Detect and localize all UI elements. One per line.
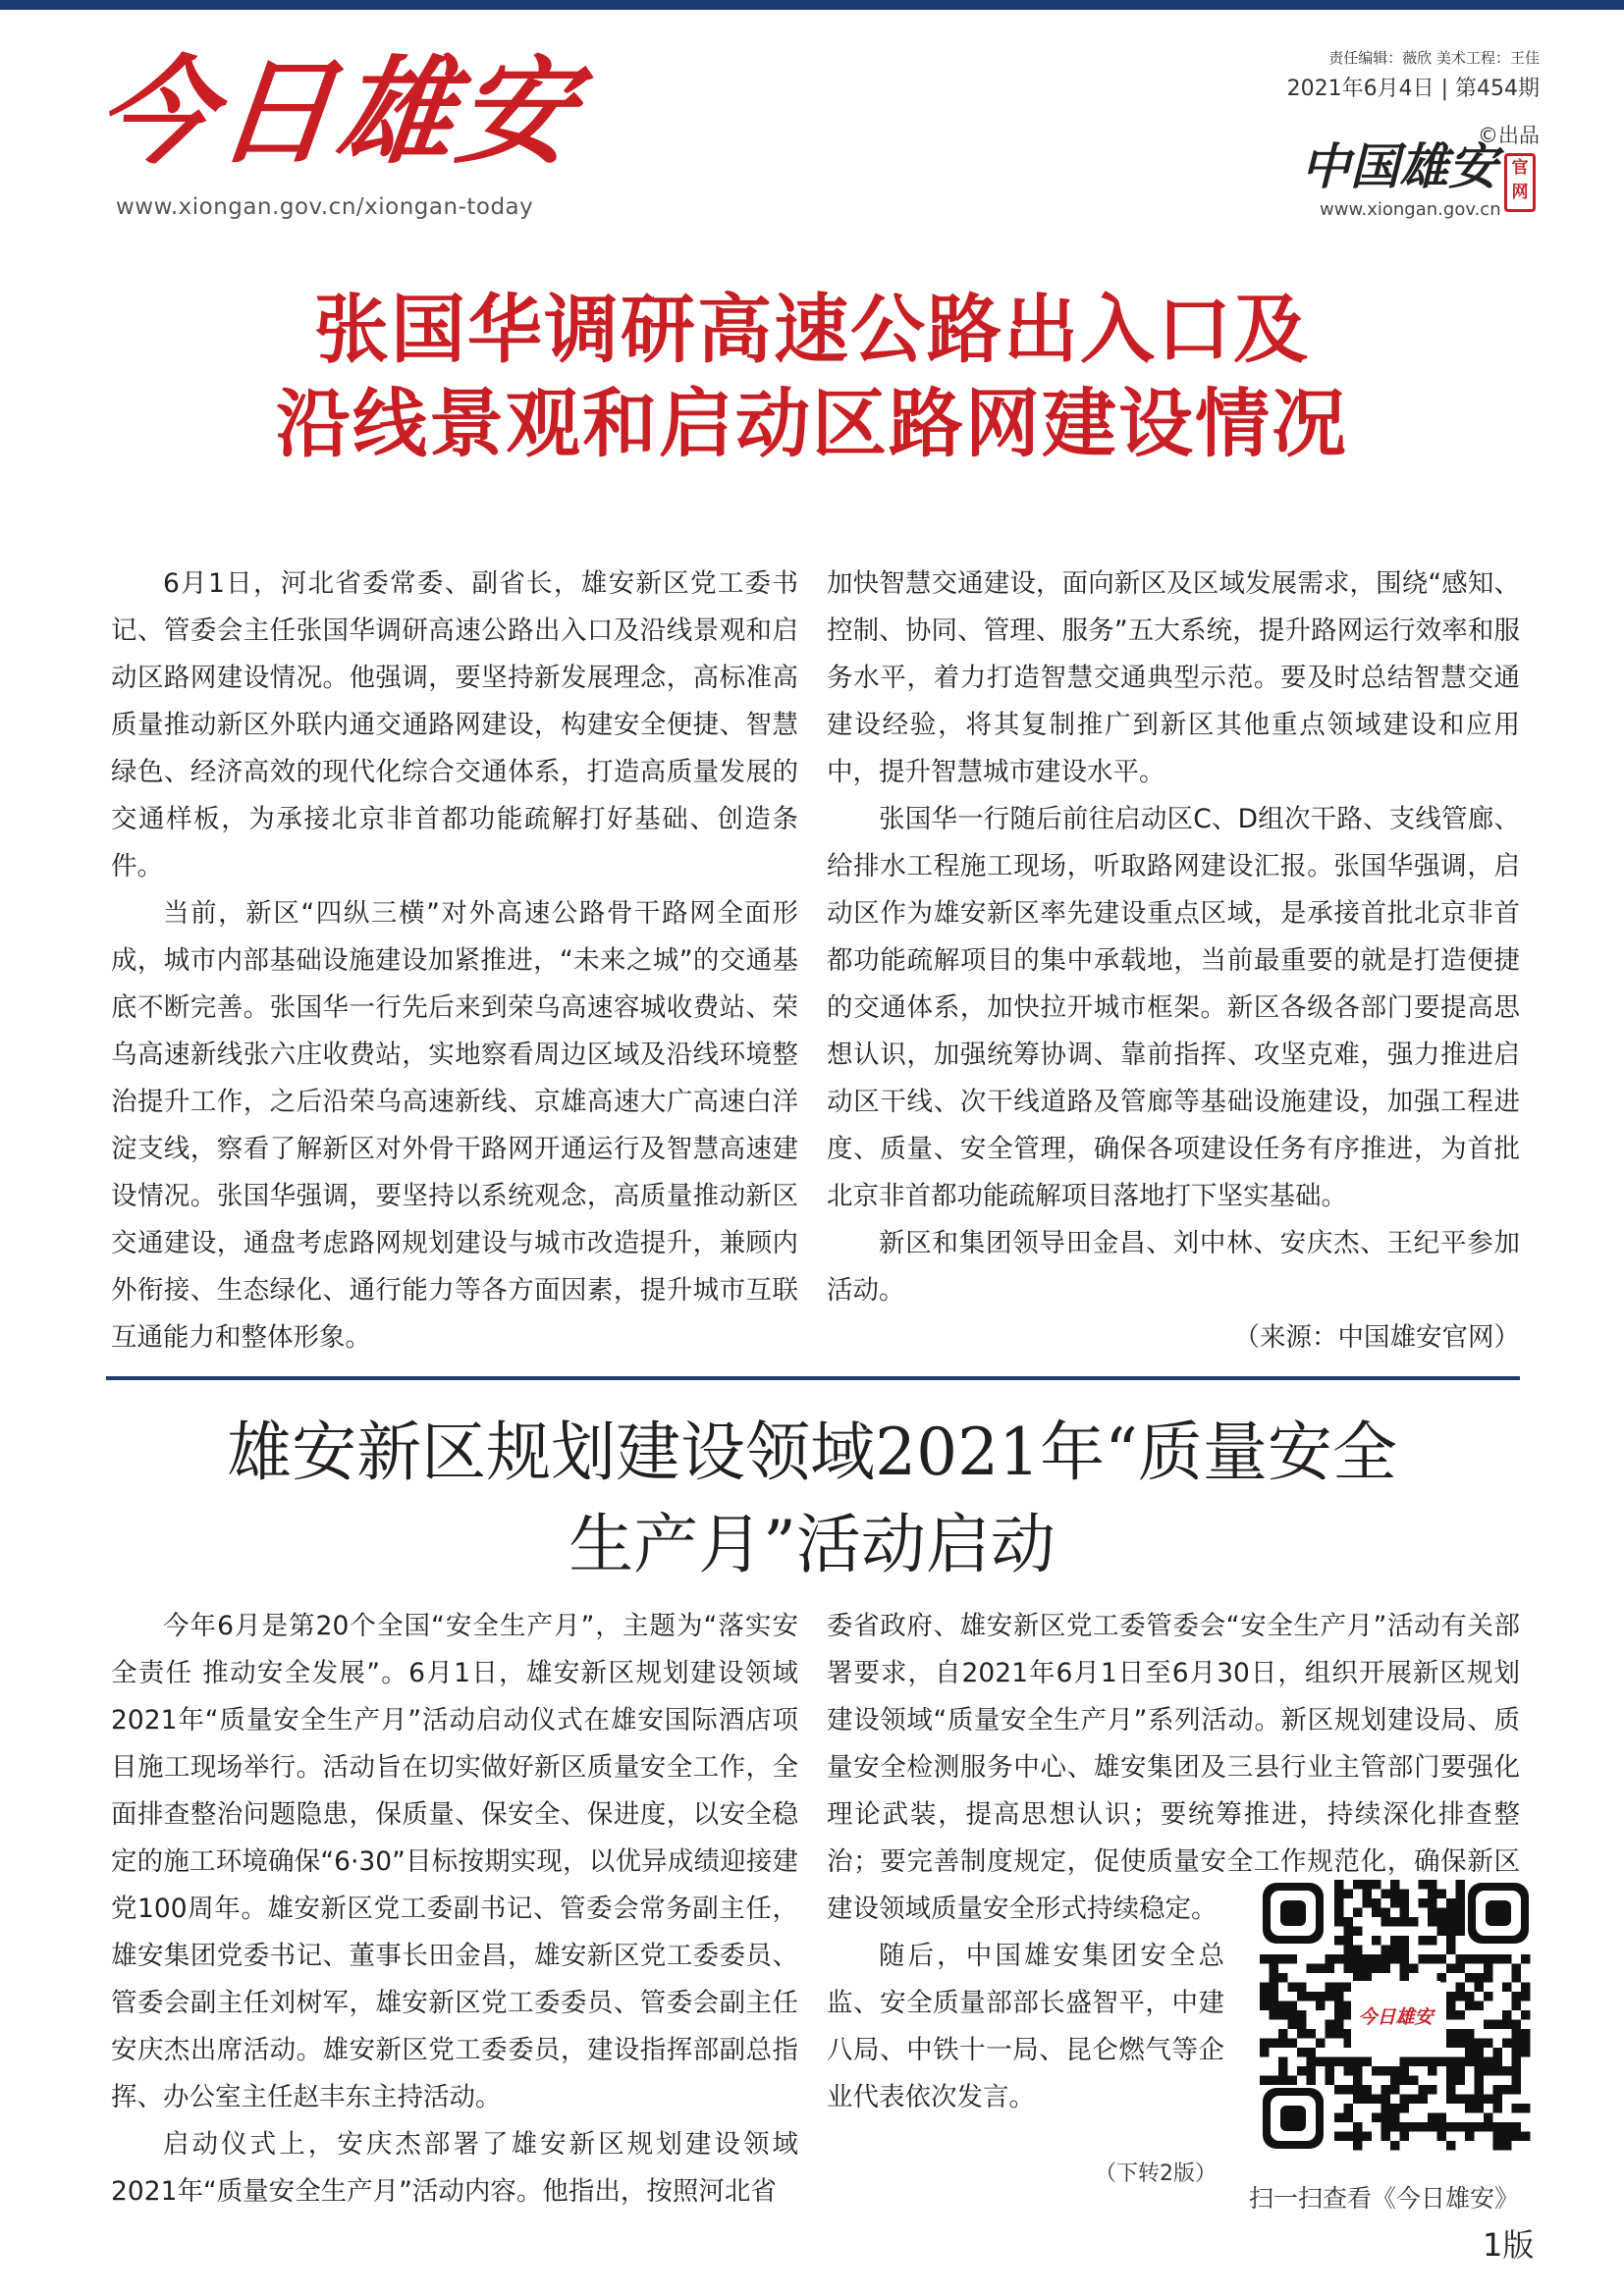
issue-date: 2021年6月4日 | 第454期 bbox=[1286, 77, 1540, 101]
article1-paragraph: 6月1日，河北省委常委、副省长，雄安新区党工委书记、管委会主任张国华调研高速公路出入口及沿线景观和启动区路网建设情况。他强调，要坚持新发展理念，高标准高质量推动新区外联内通交通路网建设，构建安全便捷、智慧绿色、经济高效的现代化综合交通体系，打造高质量发展的交通样板，为承接北京非首都功能疏解打好基础、创造条件。 bbox=[111, 568, 798, 881]
qr-center-logo: 今日雄安 bbox=[1358, 2006, 1434, 2028]
china-xiongan-logo: 中国雄安 bbox=[1301, 137, 1497, 195]
article1-source: （来源：中国雄安官网） bbox=[1233, 1322, 1520, 1353]
article2-paragraph: 随后，中国雄安集团安全总监、安全质量部部长盛智平，中建八局、中铁十一局、昆仑燃气等企业代表依次发言。 bbox=[827, 1941, 1224, 2112]
page-number: 1版 bbox=[1483, 2226, 1535, 2264]
article1-paragraph: 新区和集团领导田金昌、刘中林、安庆杰、王纪平参加活动。 bbox=[827, 1228, 1520, 1306]
continued-notice: （下转2版） bbox=[1095, 2162, 1217, 2186]
article1-headline bbox=[59, 283, 1565, 471]
article1-column-right bbox=[827, 561, 1520, 1362]
article1-paragraph: 张国华一行随后前往启动区C、D组次干路、支线管廊、给排水工程施工现场，听取路网建设汇报。张国华强调，启动区作为雄安新区率先建设重点区域，是承接首批北京非首都功能疏解项目的集中承载地，当前最重要的就是打造便捷的交通体系，加快拉开城市框架。新区各级各部门要提高思想认识，加强统筹协调、靠前指挥、攻坚克难，强力推进启动区干线、次干线道路及管廊等基础设施建设，加强工程进度、质量、安全管理，确保各项建设任务有序推进，为首批北京非首都功能疏解项目落地打下坚实基础。 bbox=[827, 804, 1520, 1211]
masthead-url[interactable]: www.xiongan.gov.cn/xiongan-today bbox=[116, 194, 534, 220]
section-divider bbox=[106, 1376, 1520, 1380]
article1-headline-line1: 张国华调研高速公路出入口及 bbox=[314, 286, 1310, 373]
editor-credits: 责任编辑：薇欣 美术工程：王佳 bbox=[1328, 49, 1540, 67]
article2-headline-line1: 雄安新区规划建设领域2021年“质量安全 bbox=[227, 1415, 1397, 1490]
qr-caption: 扫一扫查看《今日雄安》 bbox=[1249, 2184, 1520, 2213]
article2-paragraph: 今年6月是第20个全国“安全生产月”，主题为“落实安全责任 推动安全发展”。6月1日，雄安新区规划建设领域2021年“质量安全生产月”活动启动仪式在雄安国际酒店项目施工现场举行。活动旨在切实做好新区质量安全工作，全面排查整治问题隐患，保质量、保安全、保进度，以安全稳定的施工环境确保“6·30”目标按期实现，以优异成绩迎接建党100周年。雄安新区党工委副书记、管委会常务副主任，雄安集团党委书记、董事长田金昌，雄安新区党工委委员、管委会副主任刘树军，雄安新区党工委委员、管委会副主任安庆杰出席活动。雄安新区党工委委员，建设指挥部副总指挥、办公室主任赵丰东主持活动。 bbox=[111, 1611, 798, 2112]
article1-column-left bbox=[111, 561, 798, 1362]
masthead-logo: 今日雄安 bbox=[90, 43, 585, 180]
china-xiongan-url[interactable]: www.xiongan.gov.cn bbox=[1320, 199, 1501, 220]
article1-headline-line2: 沿线景观和启动区路网建设情况 bbox=[276, 380, 1348, 467]
article1-paragraph: 当前，新区“四纵三横”对外高速公路骨干路网全面形成，城市内部基础设施建设加紧推进，“未来之城”的交通基底不断完善。张国华一行先后来到荣乌高速容城收费站、荣乌高速新线张六庄收费站，实地察看周边区域及沿线环境整治提升工作，之后沿荣乌高速新线、京雄高速大广高速白洋淀支线，察看了解新区对外骨干路网开通运行及智慧高速建设情况。张国华强调，要坚持以系统观念，高质量推动新区交通建设，通盘考虑路网规划建设与城市改造提升，兼顾内外衔接、生态绿化、通行能力等各方面因素，提升城市互联互通能力和整体形象。 bbox=[111, 898, 798, 1353]
article2-headline-line2: 生产月”活动启动 bbox=[568, 1507, 1056, 1582]
top-color-bar bbox=[0, 0, 1624, 10]
official-seal: 官网 bbox=[1504, 153, 1536, 212]
article1-paragraph: 加快智慧交通建设，面向新区及区域发展需求，围绕“感知、控制、协同、管理、服务”五大系统，提升路网运行效率和服务水平，着力打造智慧交通典型示范。要及时总结智慧交通建设经验，将其复制推广到新区其他重点领域建设和应用中，提升智慧城市建设水平。 bbox=[827, 568, 1520, 787]
article2-column-left bbox=[111, 1603, 798, 2216]
produced-by: ©出品 bbox=[1478, 124, 1540, 147]
qr-code[interactable] bbox=[1257, 1877, 1535, 2155]
article2-headline bbox=[59, 1407, 1565, 1591]
article2-paragraph: 委省政府、雄安新区党工委管委会“安全生产月”活动有关部署要求，自2021年6月1日至6月30日，组织开展新区规划建设领域“质量安全生产月”系列活动。新区规划建设局、质量安全检测服务中心、雄安集团及三县行业主管部门要强化理论武装，提高思想认识；要统筹推进，持续深化排查整治；要完善制度规定，促使质量安全工作规范化，确保新区建设领域质量安全形式持续稳定。 bbox=[827, 1611, 1520, 1924]
article2-paragraph: 启动仪式上，安庆杰部署了雄安新区规划建设领域2021年“质量安全生产月”活动内容。他指出，按照河北省 bbox=[111, 2129, 798, 2207]
